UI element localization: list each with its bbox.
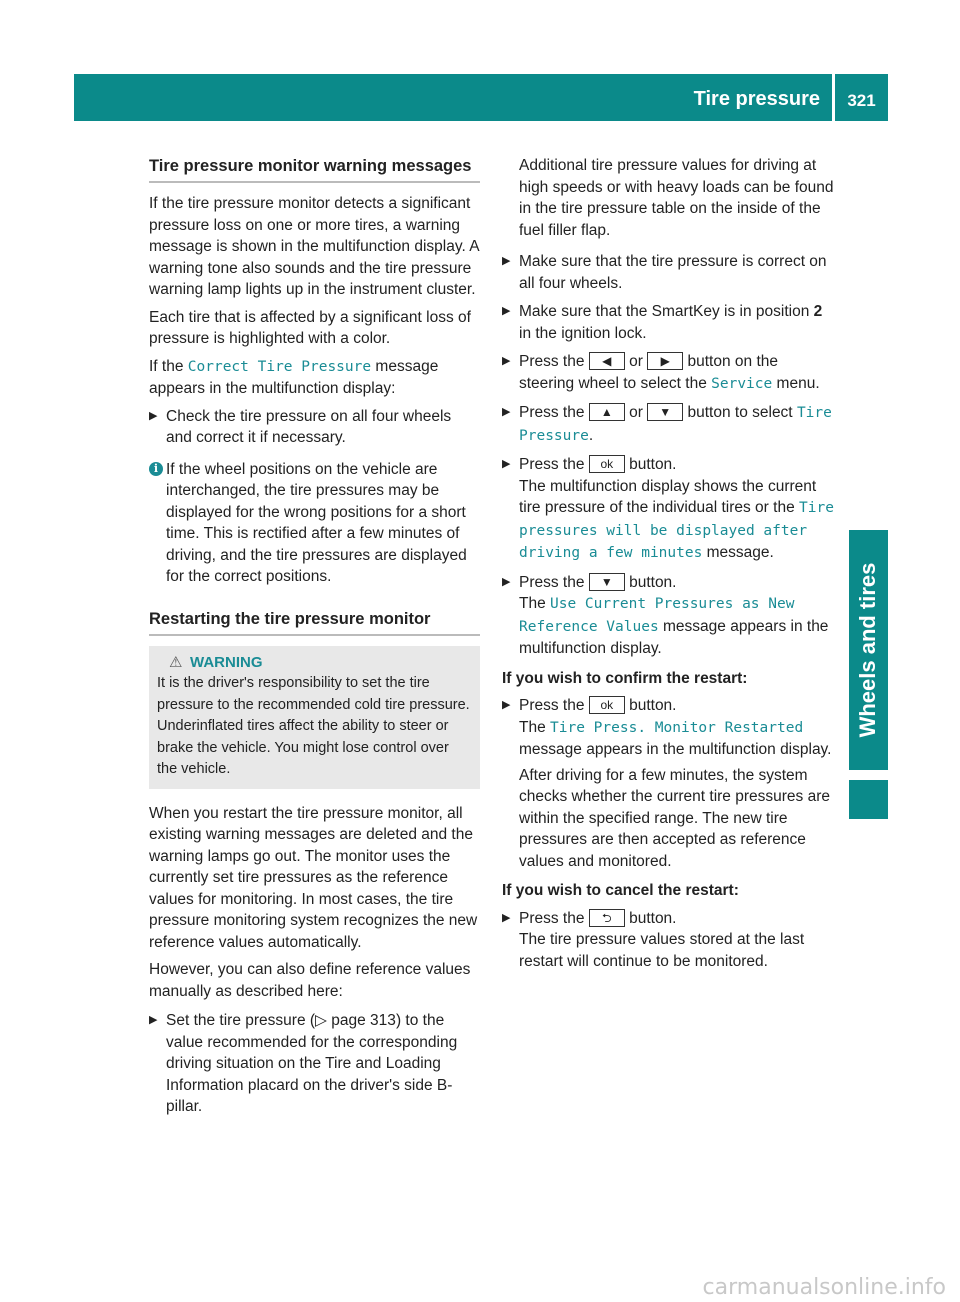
step-text: Press the <box>519 573 589 591</box>
step-arrow-icon: ▶ <box>149 409 158 422</box>
left-column <box>149 155 480 1125</box>
heading-rule <box>149 634 480 636</box>
ok-button-icon: ok <box>589 455 625 473</box>
step-arrow-icon: ▶ <box>502 406 511 418</box>
step-text: The <box>519 595 551 612</box>
step-arrow-icon: ▶ <box>502 699 511 711</box>
right-column <box>502 155 836 979</box>
step-text: or <box>624 353 648 370</box>
step-arrow-icon: ▶ <box>502 458 511 470</box>
step-text: Set the tire pressure ( <box>166 1012 316 1029</box>
step-arrow-icon: ▶ <box>502 355 511 367</box>
display-message: Tire Pressure <box>519 405 832 444</box>
step-text: button. <box>624 456 677 473</box>
step-text: button. <box>624 697 677 714</box>
step-text: Press the <box>519 697 589 714</box>
watermark: carmanualsonline.info <box>702 1275 946 1300</box>
instruction-step <box>502 301 836 344</box>
info-text: If the wheel positions on the vehicle are interchanged, the tire pressures may be displayed for the wrong positions for a short time. This is rectified after a few minutes of driving, and the tire pressures are displayed for the correct positions. <box>166 460 467 585</box>
step-text: After driving for a few minutes, the system checks whether the current tire pressures are within the specified range. The new tire pressures are then accepted as reference values and monitored. <box>519 766 830 870</box>
step-text: Make sure that the tire pressure is correct on all four wheels. <box>519 253 827 292</box>
paragraph: However, you can also define reference values manually as described here: <box>149 961 471 1000</box>
instruction-step <box>502 572 836 660</box>
step-arrow-icon: ▶ <box>502 255 511 267</box>
step-text: . <box>588 426 594 444</box>
right-button-icon: ▶ <box>647 352 683 370</box>
side-tab-marker <box>849 780 888 819</box>
instruction-step <box>502 454 836 565</box>
warning-title <box>157 652 472 674</box>
step-text: menu. <box>772 374 820 392</box>
page-number: 321 <box>847 91 876 110</box>
heading-rule <box>149 181 480 183</box>
down-button-icon: ▼ <box>647 403 683 421</box>
up-button-icon: ▲ <box>589 403 625 421</box>
display-message: Tire pressures will be displayed after driving a few minutes <box>519 500 834 561</box>
step-text: button to select <box>683 404 797 421</box>
instruction-step <box>502 908 836 973</box>
step-text: in the ignition lock. <box>519 324 647 342</box>
step-text: button. <box>624 573 677 591</box>
step-text: The <box>519 718 551 736</box>
back-button-icon: ⮌ <box>589 909 625 927</box>
warning-triangle-icon: ⚠ <box>169 653 183 671</box>
instruction-step <box>149 1010 480 1118</box>
step-arrow-icon: ▶ <box>502 305 511 317</box>
step-text: Check the tire pressure on all four wheels and correct it if necessary. <box>166 407 452 446</box>
display-message: Tire Press. Monitor Restarted <box>550 719 804 736</box>
instruction-step <box>502 351 836 395</box>
step-text: button. <box>624 909 677 927</box>
display-message: Correct Tire Pressure <box>187 358 372 375</box>
ok-button-icon: ok <box>589 696 625 714</box>
step-arrow-icon: ▶ <box>502 911 511 924</box>
display-message: Use Current Pressures as New Reference Values <box>519 596 795 635</box>
step-text: The multifunction display shows the current tire pressure of the individual tires or the <box>519 477 817 516</box>
step-text: message. <box>702 544 774 561</box>
paragraph: Additional tire pressure values for driving at high speeds or with heavy loads can be found in the tire pressure table on the inside of the fuel filler flap. <box>519 157 834 239</box>
page-title: Tire pressure <box>693 88 820 110</box>
paragraph <box>149 356 480 400</box>
step-text: The tire pressure values stored at the last restart will continue to be monitored. <box>519 931 805 970</box>
subheading-confirm: If you wish to confirm the restart: <box>502 669 748 687</box>
step-text: Make sure that the SmartKey is in position <box>519 303 814 320</box>
info-note <box>149 459 480 588</box>
instruction-step <box>502 402 836 447</box>
page-reference-link[interactable]: ▷ page 313 <box>315 1012 396 1029</box>
subheading-cancel: If you wish to cancel the restart: <box>502 882 739 899</box>
step-text: or <box>624 404 648 421</box>
text: message appears in the multifunction display: <box>149 357 439 397</box>
step-text: ) to the value recommended for the corresponding driving situation on the Tire and Loading Information placard on the driver's side B-pillar. <box>166 1012 458 1115</box>
side-tab-label: Wheels and tires <box>855 562 880 738</box>
warning-title-text: WARNING <box>190 653 263 671</box>
text: If the <box>149 357 188 375</box>
step-text: button on the steering wheel to select the <box>519 353 778 392</box>
instruction-step <box>502 251 836 294</box>
instruction-step <box>502 695 836 872</box>
section-heading-restarting: Restarting the tire pressure monitor <box>149 609 431 628</box>
display-message: Service <box>711 375 773 392</box>
paragraph: Each tire that is affected by a significant loss of pressure is highlighted with a color. <box>149 308 471 347</box>
step-text: message appears in the multifunction display. <box>519 741 832 758</box>
step-text: Press the <box>519 909 589 927</box>
warning-text: It is the driver's responsibility to set the tire pressure to the recommended cold tire pressure. Underinflated tires affect the ability to steer or brake the vehicle. You might lose control over the vehicle. <box>157 675 470 777</box>
instruction-step <box>149 406 480 449</box>
left-button-icon: ◀ <box>589 352 625 370</box>
step-text: Press the <box>519 353 589 370</box>
step-text: message appears in the multifunction display. <box>519 617 829 657</box>
step-text: Press the <box>519 404 589 421</box>
step-arrow-icon: ▶ <box>149 1014 158 1026</box>
warning-box <box>149 646 480 789</box>
info-icon: i <box>149 462 163 476</box>
paragraph: If the tire pressure monitor detects a significant pressure loss on one or more tires, a warning message is shown in the multifunction display. A warning tone also sounds and the tire pressure warning lamp lights up in the instrument cluster. <box>149 195 479 298</box>
step-text: Press the <box>519 456 589 473</box>
section-heading-warning-messages: Tire pressure monitor warning messages <box>149 157 472 175</box>
key-position: 2 <box>813 303 823 320</box>
step-arrow-icon: ▶ <box>502 575 511 588</box>
paragraph: When you restart the tire pressure monitor, all existing warning messages are deleted and the warning lamps go out. The monitor uses the currently set tire pressures as the reference values for monitoring. In most cases, the tire pressure monitoring system recognizes the new reference values automatically. <box>149 804 478 951</box>
down-button-icon: ▼ <box>589 573 625 591</box>
